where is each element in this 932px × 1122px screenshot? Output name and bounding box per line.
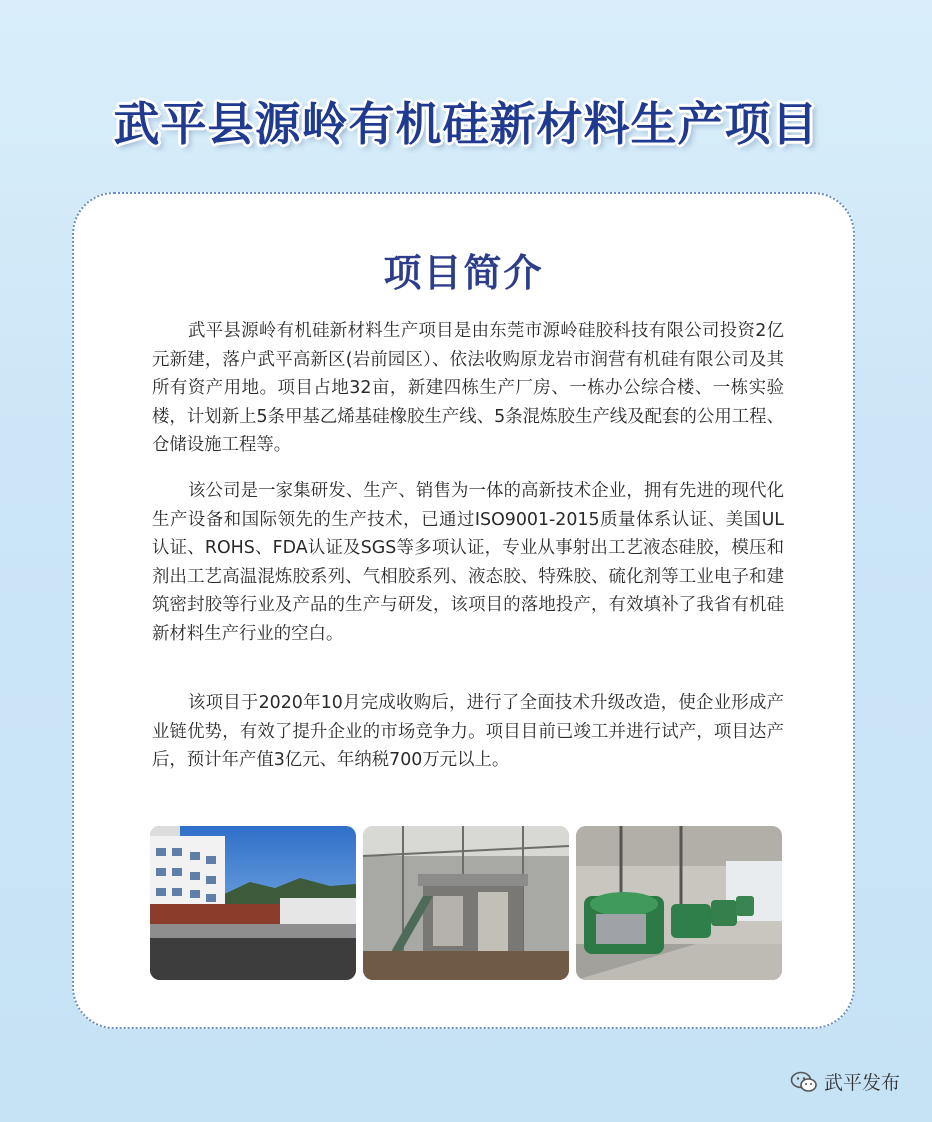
brand-name: 武平发布 xyxy=(823,1072,900,1094)
paragraph-3: 该项目于2020年10月完成收购后，进行了全面技术升级改造，使企业形成产业链优势，有效了提升企业的市场竞争力。项目目前已竣工并进行试产，项目达产后，预计年产值3亿元、年纳税700万元以上。 xyxy=(152,693,784,770)
factory-exterior-photo xyxy=(150,826,356,980)
page-title: 武平县源岭有机硅新材料生产项目 xyxy=(113,97,819,151)
paragraph-1: 武平县源岭有机硅新材料生产项目是由东莞市源岭硅胶科技有限公司投资2亿元新建，落户武平高新区(岩前园区）、依法收购原龙岩市润营有机硅有限公司及其所有资产用地。项目占地32亩，新建四栋生产厂房、一栋办公综合楼、一栋实验楼，计划新上5条甲基乙烯基硅橡胶生产线、5条混炼胶生产线及配套的公用工程、仓储设施工程等。 xyxy=(152,321,784,455)
intro-card xyxy=(72,192,855,1029)
workshop-interior-photo xyxy=(363,826,569,980)
card-title: 项目简介 xyxy=(383,250,544,295)
production-machines-photo xyxy=(576,826,782,980)
footer-brand xyxy=(790,1068,900,1095)
paragraph-2: 该公司是一家集研发、生产、销售为一体的高新技术企业，拥有先进的现代化生产设备和国际领先的生产技术，已通过ISO9001-2015质量体系认证、美国UL认证、ROHS、FDA认证及SGS等多项认证，专业从事射出工艺液态硅胶，模压和剂出工艺高温混炼胶系列、气相胶系列、液态胶、特殊胶、硫化剂等工业电子和建筑密封胶等行业及产品的生产与研发，该项目的落地投产，有效填补了我省有机硅新材料生产行业的空白。 xyxy=(152,481,784,644)
wechat-icon xyxy=(790,1071,818,1093)
